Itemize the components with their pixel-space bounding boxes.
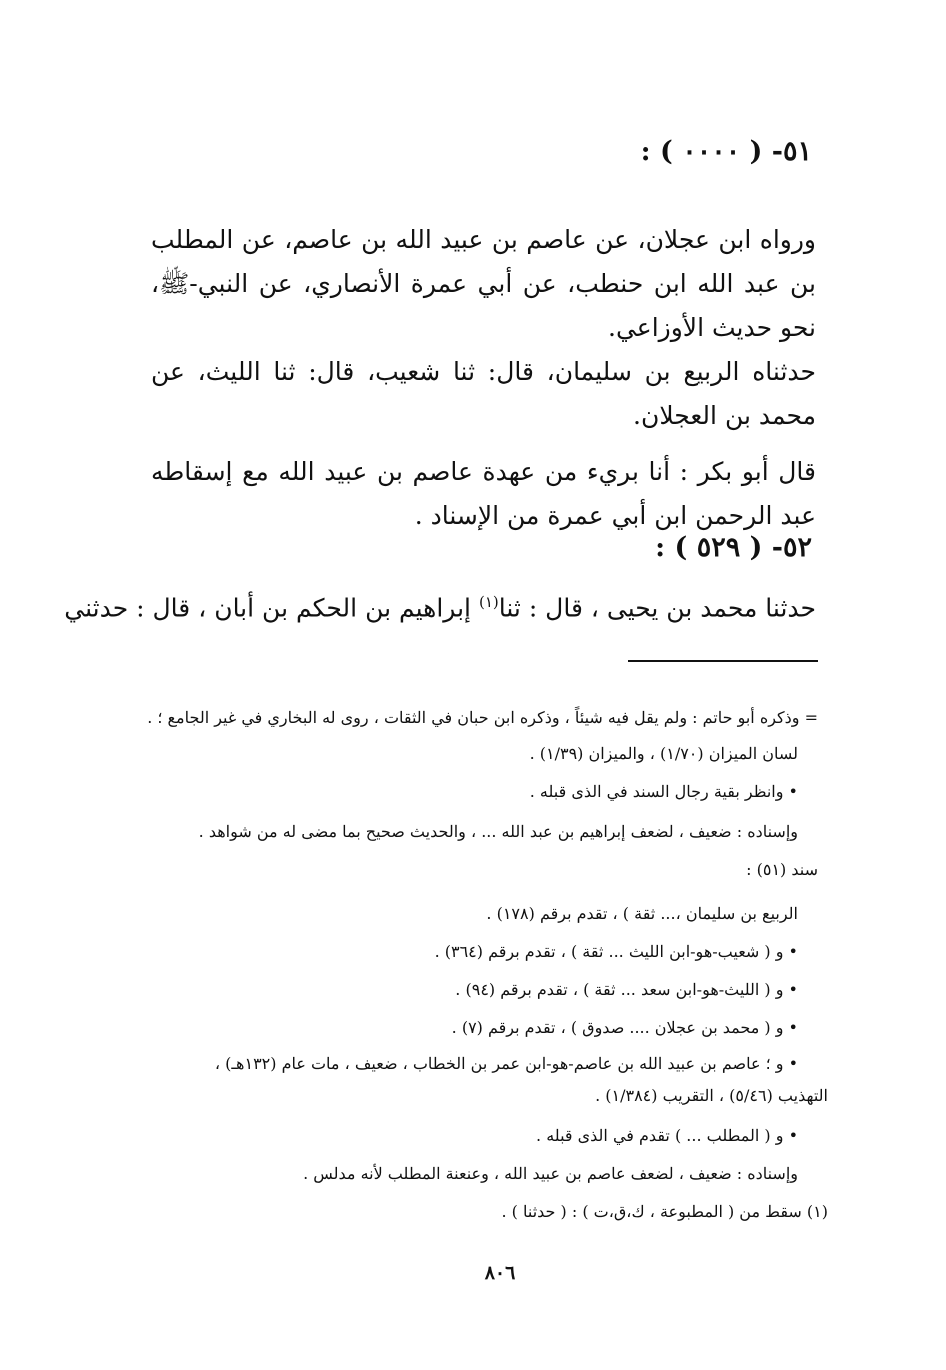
hadith-51-paragraph-2: حدثناه الربيع بن سليمان، قال: ثنا شعيب، قال: ثنا الليث، عن محمد بن العجلان. [151, 357, 816, 430]
hadith-52-text-start: حدثنا محمد بن يحيى ، قال : ثنا [498, 593, 816, 623]
footnote-line-2: لسان الميزان (١/٧٠) ، والميزان (١/٣٩) . [529, 744, 798, 763]
hadith-51-heading: ٥١- ( ٠٠٠٠ ) : [640, 136, 812, 167]
page-number: ٨٠٦ [484, 1262, 516, 1284]
footnote-line-7: • و ( شعيب-هو-ابن الليث ... ثقة ) ، تقدم برقم (٣٦٤) . [434, 942, 798, 961]
footnote-line-13: وإسناده : ضعيف ، لضعف عاصم بن عبيد الله ، وعنعنة المطلب لأنه مدلس . [303, 1164, 798, 1183]
hadith-51-paragraph-3: قال أبو بكر : أنا بريء من عهدة عاصم بن عبيد الله مع إسقاطه عبد الرحمن ابن أبي عمرة من الإسناد . [151, 457, 816, 530]
hadith-52-text-end: إبراهيم بن الحكم بن أبان ، قال : حدثني [64, 593, 479, 623]
hadith-52-text [64, 580, 816, 630]
footnote-line-9: • و ( محمد بن عجلان .... صدوق ) ، تقدم برقم (٧) . [451, 1018, 798, 1037]
footnote-separator [628, 660, 818, 662]
footnote-line-14: (١) سقط من ( المطبوعة ، ك،ق،ت ) : ( حدثنا ) . [501, 1202, 828, 1221]
footnote-line-4: وإسناده : ضعيف ، لضعف إبراهيم بن عبد الله ... ، والحديث صحيح بما مضى له من شواهد . [198, 822, 798, 841]
footnote-section-label: سند (٥١) : [746, 860, 818, 879]
footnote-line-11: التهذيب (٥/٤٦) ، التقريب (١/٣٨٤) . [595, 1086, 828, 1105]
footnote-line-12: • و ( المطلب ... ) تقدم في الذى قبله . [536, 1126, 798, 1145]
footnote-line-1: = وذكره أبو حاتم : ولم يقل فيه شيئاً ، وذكره ابن حبان في الثقات ، روى له البخاري في غير الجامع ؛ . [147, 708, 818, 727]
hadith-51-paragraph-1: ورواه ابن عجلان، عن عاصم بن عبيد الله بن عاصم، عن المطلب بن عبد الله ابن حنطب، عن أبي عمرة الأنصاري، عن النبي-ﷺ، نحو حديث الأوزاعي. [151, 225, 816, 342]
footnote-line-6: الربيع بن سليمان ،... ثقة ) ، تقدم برقم (١٧٨) . [486, 904, 798, 923]
footnote-line-10: • و ؛ عاصم بن عبيد الله بن عاصم-هو-ابن عمر بن الخطاب ، ضعيف ، مات عام (١٣٢هـ) ، [214, 1054, 798, 1073]
footnote-line-8: • و ( الليث-هو-ابن سعد ... ثقة ) ، تقدم برقم (٩٤) . [455, 980, 798, 999]
footnote-reference: (١) [478, 593, 499, 611]
footnote-line-3: • وانظر بقية رجال السند في الذى قبله . [529, 782, 798, 801]
hadith-52-heading: ٥٢- ( ٥٢٩ ) : [655, 532, 812, 563]
hadith-51-text [151, 218, 816, 538]
